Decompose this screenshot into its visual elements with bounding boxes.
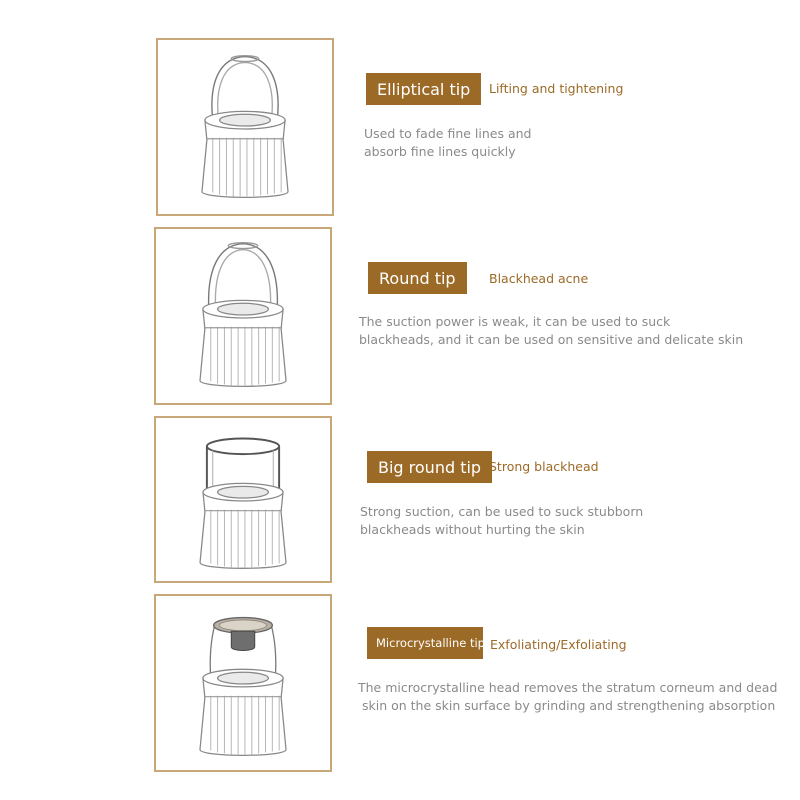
description-line: blackheads, and it can be used on sensitive and delicate skin: [359, 332, 744, 347]
elliptical-tip-icon: [158, 40, 332, 214]
description-line: Strong suction, can be used to suck stubborn: [360, 504, 644, 519]
round-tip-title: Round tip: [368, 262, 467, 294]
big-round-tip-image-frame: [154, 416, 332, 583]
big-round-tip-description: [360, 503, 643, 539]
round-tip-description: [359, 313, 743, 349]
big-round-tip-effect: Strong blackhead: [489, 459, 599, 474]
big-round-tip-icon: [156, 418, 330, 581]
description-line: The microcrystalline head removes the stratum corneum and dead: [358, 680, 778, 695]
microcrystalline-tip-icon: [156, 596, 330, 770]
elliptical-tip-description: [364, 125, 531, 161]
microcrystalline-tip-title: Microcrystalline tip: [367, 627, 483, 659]
description-line: The suction power is weak, it can be used to suck: [359, 314, 671, 329]
description-line: absorb fine lines quickly: [364, 144, 516, 159]
elliptical-tip-effect: Lifting and tightening: [489, 81, 624, 96]
description-line: blackheads without hurting the skin: [360, 522, 585, 537]
elliptical-tip-title: Elliptical tip: [366, 73, 481, 105]
microcrystalline-tip-description: [358, 679, 777, 715]
elliptical-tip-image-frame: [156, 38, 334, 216]
description-line: skin on the skin surface by grinding and strengthening absorption: [358, 698, 776, 713]
description-line: Used to fade fine lines and: [364, 126, 532, 141]
microcrystalline-tip-image-frame: [154, 594, 332, 772]
round-tip-effect: Blackhead acne: [489, 271, 589, 286]
microcrystalline-tip-effect: Exfoliating/Exfoliating: [490, 637, 627, 652]
round-tip-image-frame: [154, 227, 332, 405]
big-round-tip-title: Big round tip: [367, 451, 492, 483]
round-tip-icon: [156, 229, 330, 403]
